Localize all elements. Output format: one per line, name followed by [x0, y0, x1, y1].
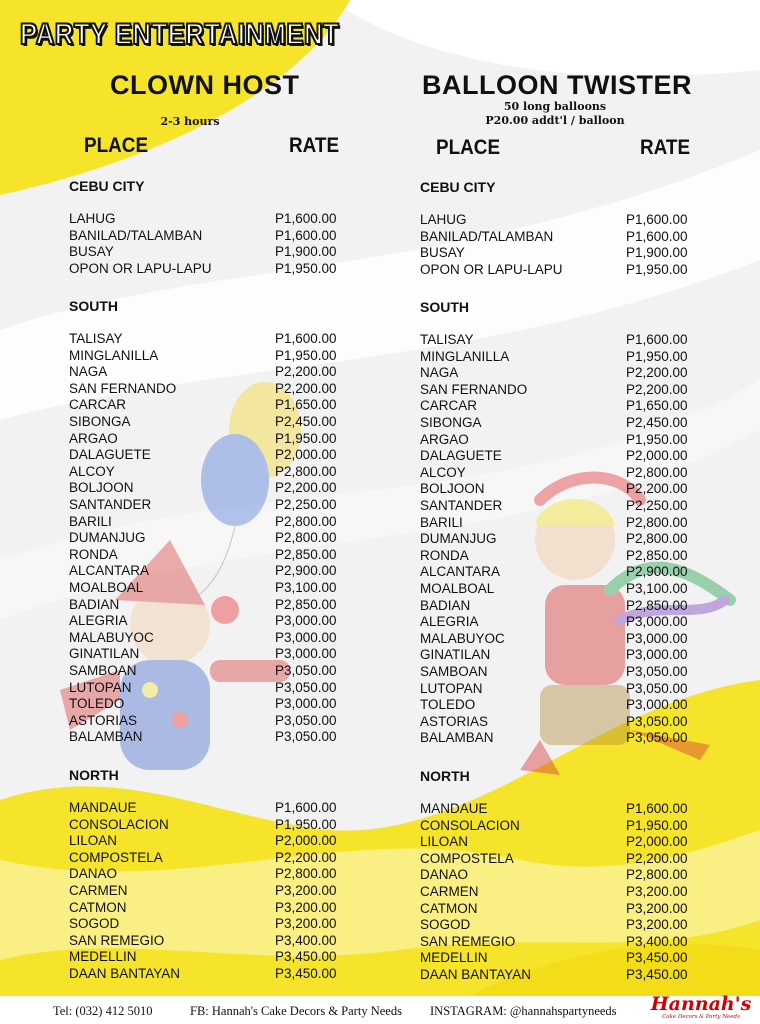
rate-value: P3,000.00 [275, 613, 337, 629]
rate-value: P3,050.00 [626, 680, 688, 696]
place-name: ALCOY [420, 464, 466, 480]
rate-value: P3,400.00 [626, 933, 688, 949]
rate-value: P3,200.00 [626, 884, 688, 899]
place-name: BADIAN [420, 597, 471, 613]
rate-value: P1,950.00 [275, 347, 337, 363]
rate-value: P2,200.00 [275, 849, 337, 865]
balloon-count: 50 long balloons [503, 100, 607, 113]
place-name: NAGA [69, 364, 108, 380]
place-name: LUTOPAN [420, 680, 483, 696]
place-name: MALABUYOC [420, 630, 505, 646]
table-row [69, 348, 349, 365]
place-name: MALABUYOC [69, 629, 154, 645]
table-row [69, 381, 349, 398]
place-name: COMPOSTELA [420, 850, 514, 866]
place-name: SAN REMEGIO [420, 933, 516, 949]
place-name: BADIAN [69, 596, 120, 612]
table-row [69, 364, 349, 381]
table-row [69, 497, 349, 514]
table-row [420, 901, 700, 918]
rate-value: P2,800.00 [275, 513, 337, 529]
logo-text: Hannah's [650, 993, 752, 1015]
place-name: ARGAO [69, 430, 118, 446]
table-row [420, 432, 700, 449]
table-row [69, 261, 349, 278]
rate-value: P3,200.00 [275, 916, 337, 932]
place-name: BARILI [69, 513, 112, 529]
table-row [69, 228, 349, 245]
clown-host-rates [69, 0, 349, 1000]
rate-value: P2,850.00 [275, 546, 337, 562]
table-row [420, 548, 700, 565]
table-row [420, 934, 700, 951]
place-name: MANDAUE [420, 801, 488, 816]
place-name: MINGLANILLA [420, 348, 510, 364]
table-row [420, 697, 700, 714]
place-name: GINATILAN [420, 647, 491, 663]
section-title: CEBU CITY [420, 179, 496, 195]
rate-value: P2,000.00 [275, 447, 337, 463]
table-row [69, 696, 349, 713]
table-row [69, 447, 349, 464]
rate-value: P3,100.00 [275, 580, 337, 595]
place-name: DALAGUETE [69, 447, 151, 463]
section-title: NORTH [420, 768, 470, 784]
place-name: ALCANTARA [69, 563, 150, 579]
rate-value: P1,600.00 [626, 228, 688, 244]
place-name: DUMANJUG [420, 531, 497, 547]
place-name: OPON OR LAPU-LAPU [420, 261, 563, 277]
place-name: GINATILAN [69, 646, 140, 662]
main-title: PARTY ENTERTAINMENT [20, 18, 340, 51]
table-row [420, 631, 700, 648]
section-title: SOUTH [420, 299, 469, 315]
footer-phone: Tel: (032) 412 5010 [53, 1004, 153, 1018]
table-row [420, 851, 700, 868]
rate-value: P3,050.00 [275, 729, 337, 745]
place-name: BANILAD/TALAMBAN [420, 228, 554, 244]
rate-value: P1,950.00 [626, 348, 688, 364]
place-name: BALAMBAN [420, 730, 494, 746]
table-row [69, 331, 349, 348]
table-row [420, 262, 700, 279]
place-name: CARCAR [420, 398, 478, 414]
rate-value: P1,600.00 [626, 332, 688, 347]
table-row [420, 332, 700, 349]
table-row [69, 866, 349, 883]
place-name: ALCOY [69, 463, 115, 479]
rate-value: P2,800.00 [275, 463, 337, 479]
place-name: SAN REMEGIO [69, 932, 165, 948]
rate-value: P1,950.00 [626, 261, 688, 277]
place-name: LAHUG [420, 212, 467, 227]
place-name: LUTOPAN [69, 679, 132, 695]
rate-value: P2,200.00 [275, 364, 337, 380]
rate-value: P2,200.00 [275, 480, 337, 496]
rate-value: P2,200.00 [275, 380, 337, 396]
rate-value: P3,050.00 [275, 663, 337, 678]
place-name: ALCANTARA [420, 564, 501, 580]
place-name: BOLJOON [420, 481, 485, 497]
rate-value: P2,850.00 [626, 547, 688, 563]
place-name: CATMON [420, 900, 478, 916]
table-row [420, 884, 700, 901]
clown-host-duration: 2-3 hours [160, 115, 220, 128]
rate-value: P3,100.00 [626, 581, 688, 596]
table-row [420, 564, 700, 581]
table-row [69, 414, 349, 431]
table-row [420, 664, 700, 681]
rate-value: P3,200.00 [626, 917, 688, 933]
clown-host-title: CLOWN HOST [110, 70, 300, 100]
rate-value: P2,200.00 [626, 365, 688, 381]
table-row [69, 646, 349, 663]
place-name: ASTORIAS [420, 713, 489, 729]
rate-value: P2,000.00 [275, 833, 337, 849]
rate-value: P2,850.00 [626, 597, 688, 613]
place-name: SIBONGA [420, 415, 482, 430]
table-row [69, 680, 349, 697]
place-name: DANAO [69, 866, 118, 882]
place-name: SAMBOAN [69, 663, 137, 678]
balloon-rate-header: RATE [640, 136, 691, 159]
clown-rate-header: RATE [289, 134, 340, 157]
table-row [420, 398, 700, 415]
rate-value: P2,800.00 [626, 867, 688, 883]
rate-value: P1,650.00 [626, 398, 688, 414]
rate-value: P2,000.00 [626, 448, 688, 464]
table-row [69, 514, 349, 531]
place-name: DAAN BANTAYAN [69, 966, 181, 981]
place-name: SANTANDER [69, 497, 152, 512]
table-row [69, 916, 349, 933]
balloon-twister-title: BALLOON TWISTER [422, 70, 692, 100]
table-row [420, 481, 700, 498]
place-name: DAAN BANTAYAN [420, 967, 532, 982]
place-name: ALEGRIA [420, 614, 479, 630]
rate-value: P3,200.00 [626, 900, 688, 916]
table-row [420, 834, 700, 851]
rate-value: P1,950.00 [275, 816, 337, 832]
footer-instagram: INSTAGRAM: @hannahspartyneeds [430, 1004, 617, 1018]
rate-value: P3,050.00 [626, 713, 688, 729]
rate-value: P2,250.00 [626, 498, 688, 513]
rate-value: P1,900.00 [626, 245, 688, 261]
place-name: DUMANJUG [69, 530, 146, 546]
table-row [69, 883, 349, 900]
table-row [69, 431, 349, 448]
hannahs-logo [646, 994, 756, 1021]
rate-value: P3,000.00 [626, 614, 688, 630]
rate-value: P1,950.00 [275, 430, 337, 446]
place-name: LILOAN [420, 834, 469, 850]
table-row [69, 663, 349, 680]
rate-value: P3,000.00 [275, 696, 337, 712]
place-name: BUSAY [420, 245, 465, 261]
table-row [420, 515, 700, 532]
rate-value: P1,600.00 [275, 211, 337, 226]
rate-value: P2,800.00 [275, 866, 337, 882]
place-name: SAN FERNANDO [69, 380, 177, 396]
rate-value: P3,050.00 [275, 712, 337, 728]
place-name: MEDELLIN [420, 950, 488, 966]
rate-value: P1,600.00 [626, 212, 688, 227]
rate-value: P1,950.00 [275, 260, 337, 276]
rate-value: P3,000.00 [275, 629, 337, 645]
rate-value: P2,900.00 [275, 563, 337, 579]
table-row [69, 580, 349, 597]
rate-value: P1,950.00 [626, 431, 688, 447]
place-name: CARMEN [69, 883, 128, 898]
table-row [69, 850, 349, 867]
rate-value: P1,600.00 [275, 800, 337, 815]
rate-value: P2,800.00 [626, 531, 688, 547]
rate-value: P2,800.00 [275, 530, 337, 546]
clown-place-header: PLACE [84, 134, 149, 157]
rate-value: P2,850.00 [275, 596, 337, 612]
rate-value: P3,450.00 [626, 950, 688, 966]
section-title: SOUTH [69, 298, 118, 314]
place-name: MINGLANILLA [69, 347, 159, 363]
place-name: MOALBOAL [69, 580, 144, 595]
table-row [69, 244, 349, 261]
rate-value: P3,200.00 [275, 899, 337, 915]
rate-value: P3,050.00 [626, 730, 688, 746]
table-row [69, 397, 349, 414]
table-row [420, 465, 700, 482]
table-row [420, 212, 700, 229]
table-row [420, 349, 700, 366]
rate-value: P3,400.00 [275, 932, 337, 948]
place-name: CONSOLACION [420, 817, 520, 833]
rate-value: P2,200.00 [626, 850, 688, 866]
table-row [69, 630, 349, 647]
place-name: OPON OR LAPU-LAPU [69, 260, 212, 276]
rate-value: P3,000.00 [275, 646, 337, 662]
rate-value: P1,650.00 [275, 397, 337, 413]
place-name: DALAGUETE [420, 448, 502, 464]
table-row [420, 917, 700, 934]
table-row [420, 229, 700, 246]
table-row [69, 563, 349, 580]
rate-value: P1,600.00 [275, 227, 337, 243]
place-name: CONSOLACION [69, 816, 169, 832]
rate-value: P3,450.00 [626, 967, 688, 982]
rate-value: P2,450.00 [626, 415, 688, 430]
table-row [420, 531, 700, 548]
place-name: CARCAR [69, 397, 127, 413]
table-row [420, 598, 700, 615]
rate-value: P3,450.00 [275, 949, 337, 965]
place-name: BUSAY [69, 244, 114, 260]
table-row [69, 211, 349, 228]
place-name: CATMON [69, 899, 127, 915]
balloon-place-header: PLACE [436, 136, 501, 159]
section-title: CEBU CITY [69, 178, 145, 194]
table-row [69, 729, 349, 746]
table-row [69, 530, 349, 547]
place-name: ARGAO [420, 431, 469, 447]
place-name: RONDA [69, 546, 118, 562]
place-name: NAGA [420, 365, 459, 381]
place-name: CARMEN [420, 884, 479, 899]
table-row [69, 547, 349, 564]
rate-value: P2,900.00 [626, 564, 688, 580]
place-name: ASTORIAS [69, 712, 138, 728]
rate-value: P2,800.00 [626, 464, 688, 480]
place-name: LAHUG [69, 211, 116, 226]
rate-value: P3,000.00 [626, 630, 688, 646]
rate-value: P1,600.00 [626, 801, 688, 816]
table-row [420, 950, 700, 967]
table-row [420, 382, 700, 399]
place-name: BALAMBAN [69, 729, 143, 745]
place-name: RONDA [420, 547, 469, 563]
rate-value: P2,450.00 [275, 414, 337, 429]
table-row [420, 448, 700, 465]
table-row [69, 613, 349, 630]
place-name: BARILI [420, 514, 463, 530]
table-row [420, 681, 700, 698]
logo-tagline: Cake Decors & Party Needs [662, 1014, 740, 1020]
section-title: NORTH [69, 767, 119, 783]
place-name: SANTANDER [420, 498, 503, 513]
place-name: TOLEDO [420, 697, 476, 713]
rate-value: P2,000.00 [626, 834, 688, 850]
rate-value: P3,000.00 [626, 697, 688, 713]
table-row [69, 464, 349, 481]
table-row [420, 714, 700, 731]
table-row [69, 480, 349, 497]
table-row [420, 498, 700, 515]
place-name: MOALBOAL [420, 581, 495, 596]
table-row [69, 597, 349, 614]
table-row [420, 245, 700, 262]
place-name: MEDELLIN [69, 949, 137, 965]
rate-value: P3,050.00 [626, 664, 688, 679]
table-row [420, 818, 700, 835]
rate-value: P2,200.00 [626, 381, 688, 397]
table-row [69, 949, 349, 966]
table-row [420, 614, 700, 631]
table-row [69, 713, 349, 730]
place-name: BOLJOON [69, 480, 134, 496]
table-row [69, 933, 349, 950]
footer-facebook: FB: Hannah's Cake Decors & Party Needs [190, 1004, 402, 1018]
table-row [69, 817, 349, 834]
table-row [69, 800, 349, 817]
place-name: SOGOD [420, 917, 471, 933]
place-name: TOLEDO [69, 696, 125, 712]
place-name: BANILAD/TALAMBAN [69, 227, 203, 243]
balloon-twister-rates [420, 0, 700, 1000]
rate-value: P2,250.00 [275, 497, 337, 512]
place-name: DANAO [420, 867, 469, 883]
rate-value: P3,000.00 [626, 647, 688, 663]
rate-value: P1,950.00 [626, 817, 688, 833]
rate-value: P3,050.00 [275, 679, 337, 695]
place-name: TALISAY [420, 332, 474, 347]
place-name: LILOAN [69, 833, 118, 849]
place-name: SIBONGA [69, 414, 131, 429]
table-row [420, 581, 700, 598]
table-row [69, 833, 349, 850]
place-name: ALEGRIA [69, 613, 128, 629]
place-name: MANDAUE [69, 800, 137, 815]
rate-value: P3,200.00 [275, 883, 337, 898]
rate-value: P2,200.00 [626, 481, 688, 497]
table-row [69, 966, 349, 983]
table-row [420, 365, 700, 382]
balloon-additional-fee: P20.00 addt'l / balloon [485, 114, 625, 127]
place-name: COMPOSTELA [69, 849, 163, 865]
table-row [420, 867, 700, 884]
rate-value: P3,450.00 [275, 966, 337, 981]
table-row [420, 647, 700, 664]
place-name: SOGOD [69, 916, 120, 932]
table-row [420, 967, 700, 984]
table-row [69, 900, 349, 917]
place-name: TALISAY [69, 331, 123, 346]
rate-value: P2,800.00 [626, 514, 688, 530]
table-row [420, 801, 700, 818]
table-row [420, 730, 700, 747]
place-name: SAMBOAN [420, 664, 488, 679]
table-row [420, 415, 700, 432]
rate-value: P1,900.00 [275, 244, 337, 260]
rate-value: P1,600.00 [275, 331, 337, 346]
place-name: SAN FERNANDO [420, 381, 528, 397]
